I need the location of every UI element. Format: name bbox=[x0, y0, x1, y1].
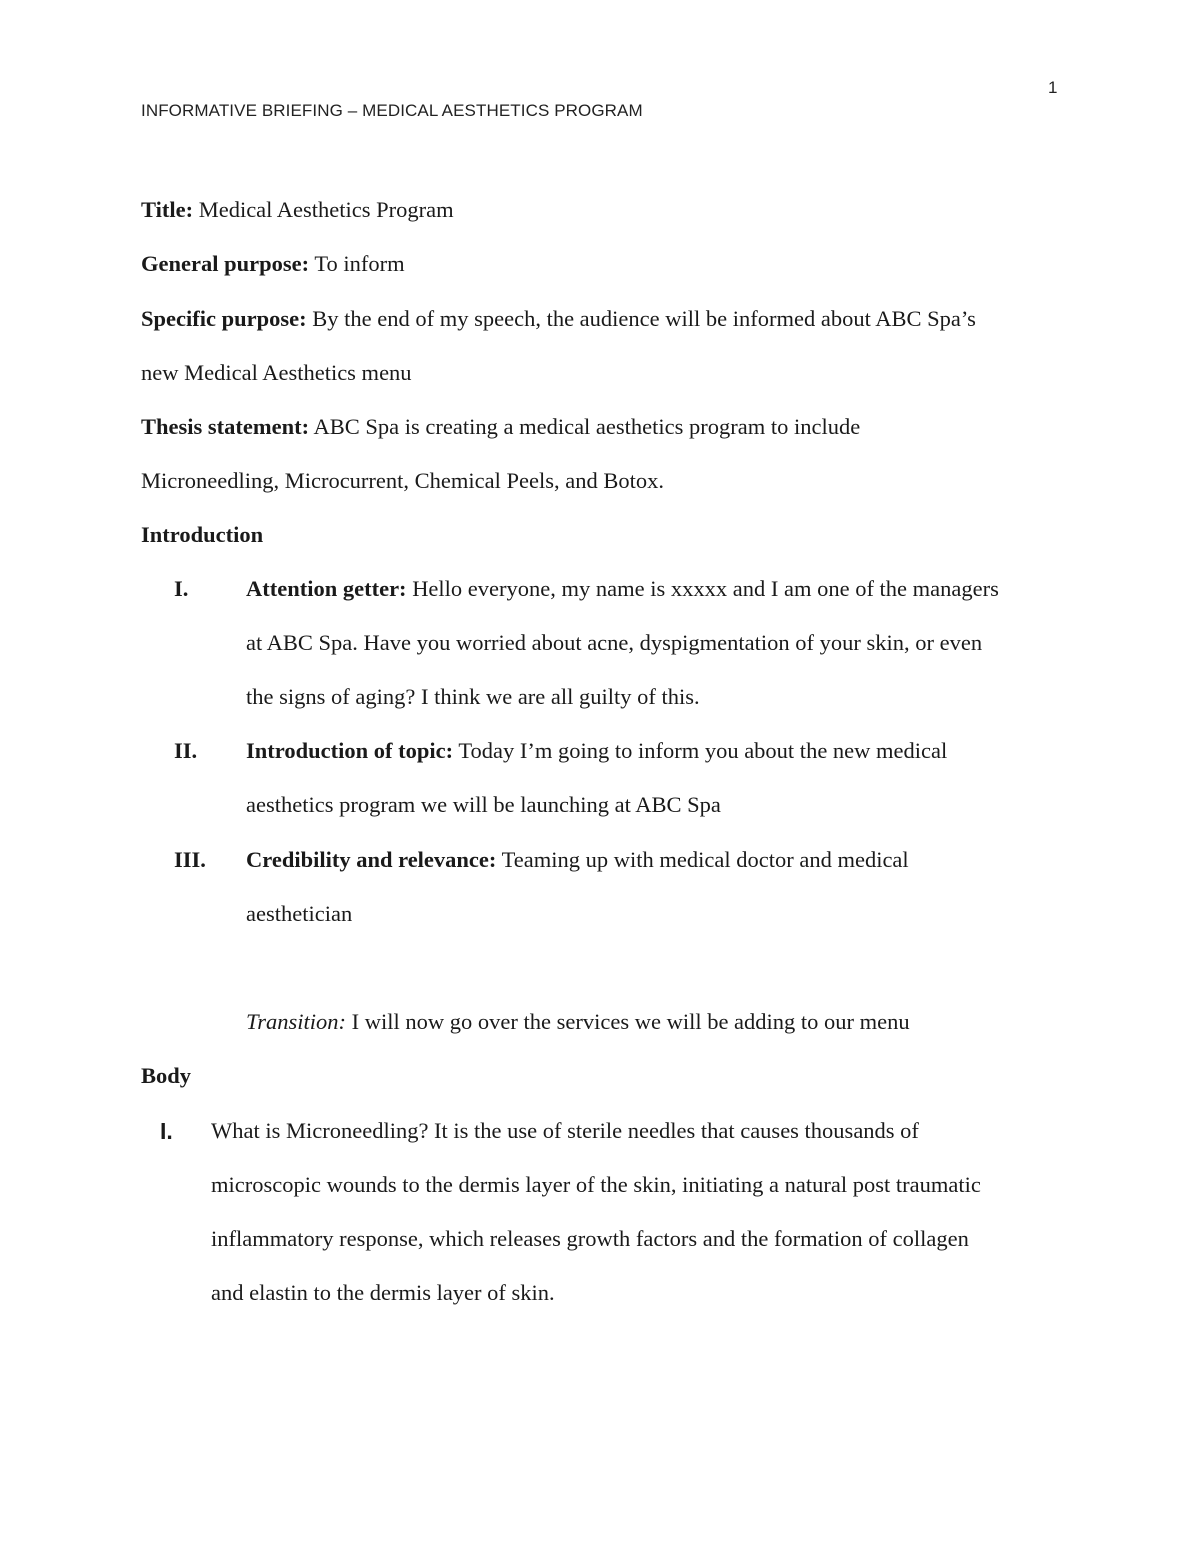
transition-line bbox=[246, 1007, 910, 1037]
body-item-text-4: and elastin to the dermis layer of skin. bbox=[211, 1280, 555, 1305]
intro-item-label: Introduction of topic: bbox=[246, 738, 454, 763]
transition-text: I will now go over the services we will be adding to our menu bbox=[351, 1009, 910, 1034]
general-purpose-value: To inform bbox=[314, 251, 405, 276]
body-item-numeral: I. bbox=[160, 1118, 173, 1144]
intro-item-numeral: I. bbox=[174, 576, 189, 601]
introduction-heading: Introduction bbox=[141, 522, 264, 547]
intro-item-line bbox=[246, 736, 947, 766]
intro-item-numeral: II. bbox=[174, 738, 198, 763]
general-purpose-label: General purpose: bbox=[141, 251, 310, 276]
body-item-text-2: microscopic wounds to the dermis layer of the skin, initiating a natural post traumatic bbox=[211, 1172, 981, 1197]
intro-item-text-3: the signs of aging? I think we are all guilty of this. bbox=[246, 684, 700, 709]
intro-item-line bbox=[246, 574, 999, 604]
intro-item-line bbox=[246, 845, 909, 875]
body-item-text-3: inflammatory response, which releases growth factors and the formation of collagen bbox=[211, 1226, 969, 1251]
intro-item-text-2: aesthetics program we will be launching at ABC Spa bbox=[246, 792, 721, 817]
thesis-text-1: ABC Spa is creating a medical aesthetics program to include bbox=[313, 414, 861, 439]
specific-purpose-text-2: new Medical Aesthetics menu bbox=[141, 360, 412, 385]
intro-item-text-2: aesthetician bbox=[246, 901, 353, 926]
intro-item-text-1: Teaming up with medical doctor and medical bbox=[501, 847, 909, 872]
body-heading: Body bbox=[141, 1063, 192, 1088]
title-label: Title: bbox=[141, 197, 194, 222]
intro-item-numeral: III. bbox=[174, 847, 206, 872]
specific-purpose-text-1: By the end of my speech, the audience will be informed about ABC Spa’s bbox=[312, 306, 976, 331]
intro-item-text-1: Today I’m going to inform you about the new medical bbox=[458, 738, 948, 763]
specific-purpose-label: Specific purpose: bbox=[141, 306, 307, 331]
intro-item-label: Attention getter: bbox=[246, 576, 407, 601]
specific-purpose-line bbox=[141, 304, 976, 334]
thesis-line bbox=[141, 412, 860, 442]
running-head: INFORMATIVE BRIEFING – MEDICAL AESTHETICS PROGRAM bbox=[141, 101, 643, 120]
thesis-label: Thesis statement: bbox=[141, 414, 310, 439]
intro-item-text-1: Hello everyone, my name is xxxxx and I am one of the managers bbox=[412, 576, 999, 601]
intro-item-label: Credibility and relevance: bbox=[246, 847, 497, 872]
title-line bbox=[141, 195, 454, 225]
body-item-text-1: What is Microneedling? It is the use of sterile needles that causes thousands of bbox=[211, 1118, 919, 1143]
general-purpose-line bbox=[141, 249, 405, 279]
title-value: Medical Aesthetics Program bbox=[198, 197, 454, 222]
transition-label: Transition: bbox=[246, 1009, 347, 1034]
thesis-text-2: Microneedling, Microcurrent, Chemical Peels, and Botox. bbox=[141, 468, 664, 493]
intro-item-text-2: at ABC Spa. Have you worried about acne, dyspigmentation of your skin, or even bbox=[246, 630, 983, 655]
page-number: 1 bbox=[1048, 78, 1058, 97]
